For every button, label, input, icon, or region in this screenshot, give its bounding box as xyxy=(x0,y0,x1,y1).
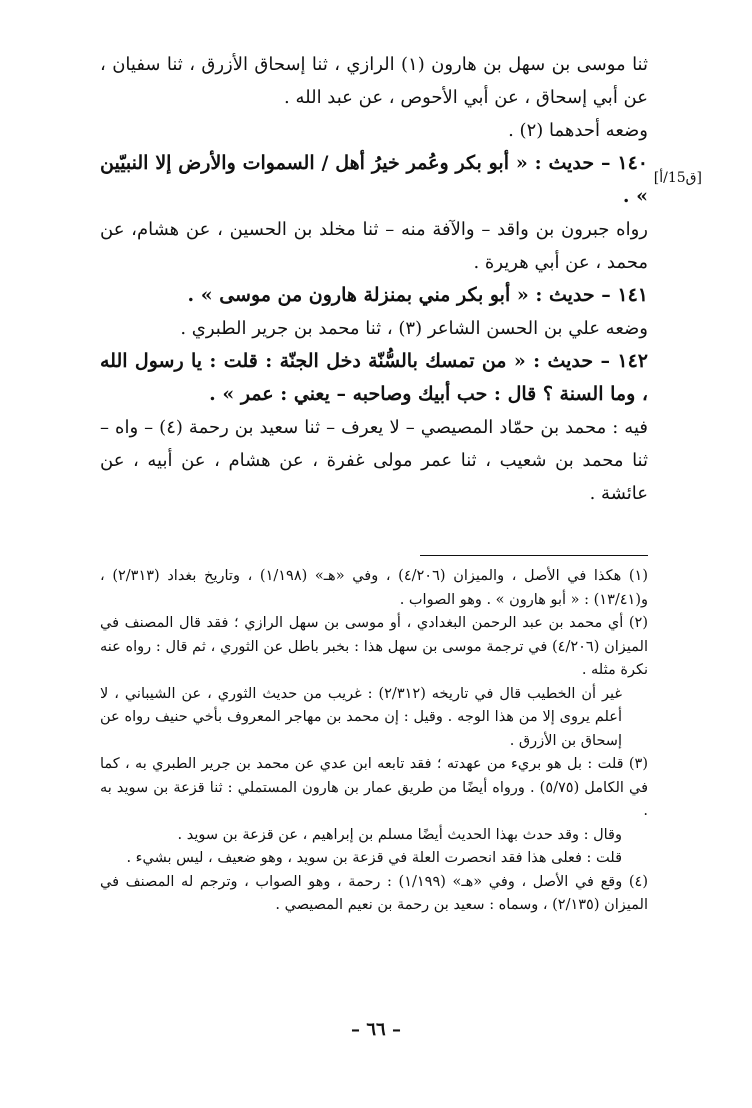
main-text xyxy=(100,48,648,510)
page-number: – ٦٦ – xyxy=(351,1019,401,1040)
hadith-141: ١٤١ – حديث : « أبو بكر مني بمنزلة هارون من موسى » . xyxy=(187,284,648,306)
margin-manuscript-reference: [ق15/أ] xyxy=(653,170,702,186)
footnote-2: (٢) أي محمد بن عبد الرحمن البغدادي ، أو موسى بن سهل الرازي ؛ فقد قال المصنف في الميزان (٤/٢٠٦) في ترجمة موسى بن سهل هذا : بخبر باطل عن الثوري ، ثم قال : رواه عنه نكرة مثله . xyxy=(100,615,648,678)
footnotes xyxy=(100,565,648,918)
paragraph-narration-142: فيه : محمد بن حمّاد المصيصي – لا يعرف – ثنا سعيد بن رحمة (٤) – واه – ثنا محمد بن شعيب ، ثنا عمر مولى غفرة ، عن هشام ، عن أبيه ، عن عائشة . xyxy=(100,417,648,504)
hadith-140: ١٤٠ – حديث : « أبو بكر وعُمر خيرُ أهل / السموات والأرض إلا النبيّين » . xyxy=(100,152,648,207)
paragraph-note: وضعه أحدهما (٢) . xyxy=(508,120,648,141)
paragraph-narration-141: وضعه علي بن الحسن الشاعر (٣) ، ثنا محمد بن جرير الطبري . xyxy=(180,318,648,339)
hadith-142: ١٤٢ – حديث : « من تمسك بالسُّنّة دخل الجنّة : قلت : يا رسول الله ، وما السنة ؟ قال : حب أبيك وصاحبه – يعني : عمر » . xyxy=(100,350,648,405)
footnote-1: (١) هكذا في الأصل ، والميزان (٤/٢٠٦) ، وفي «هـ» (١/١٩٨) ، وتاريخ بغداد (٢/٣١٣) ، و(١٣/٤١) : « أبو هارون » . وهو الصواب . xyxy=(100,568,648,608)
footnote-3: (٣) قلت : بل هو بريء من عهدته ؛ فقد تابعه ابن عدي عن محمد بن جرير الطبري به ، كما في الكامل (٥/٧٥) . ورواه أيضًا من طريق عمار بن هارون المستملي : ثنا قزعة بن سويد به . xyxy=(100,756,649,819)
paragraph-narration-140: رواه جبرون بن واقد – والآفة منه – ثنا مخلد بن الحسين ، عن هشام، عن محمد ، عن أبي هريرة . xyxy=(100,219,648,273)
page-content xyxy=(100,48,648,510)
paragraph-isnad: ثنا موسى بن سهل بن هارون (١) الرازي ، ثنا إسحاق الأزرق ، ثنا سفيان ، عن أبي إسحاق ، عن أبي الأحوص ، عن عبد الله . xyxy=(100,54,648,108)
footnote-2-continued: غير أن الخطيب قال في تاريخه (٢/٣١٢) : غريب من حديث الثوري ، عن الشيباني ، لا أعلم يروى إلا من هذا الوجه . وقيل : إن محمد بن مهاجر المعروف بأخي حنيف رواه عن إسحاق بن الأزرق . xyxy=(100,685,622,749)
footnote-3-continued-b: قلت : فعلى هذا فقد انحصرت العلة في قزعة بن سويد ، وهو ضعيف ، ليس بشيء . xyxy=(126,850,622,866)
footnote-4: (٤) وقع في الأصل ، وفي «هـ» (١/١٩٩) : رحمة ، وهو الصواب ، وترجم له المصنف في الميزان (٢/١٣٥) ، وسماه : سعيد بن رحمة بن نعيم المصيصي . xyxy=(100,873,648,913)
footnote-3-continued-a: وقال : وقد حدث بهذا الحديث أيضًا مسلم بن إبراهيم ، عن قزعة بن سويد . xyxy=(177,826,622,843)
footnote-separator xyxy=(420,555,648,556)
